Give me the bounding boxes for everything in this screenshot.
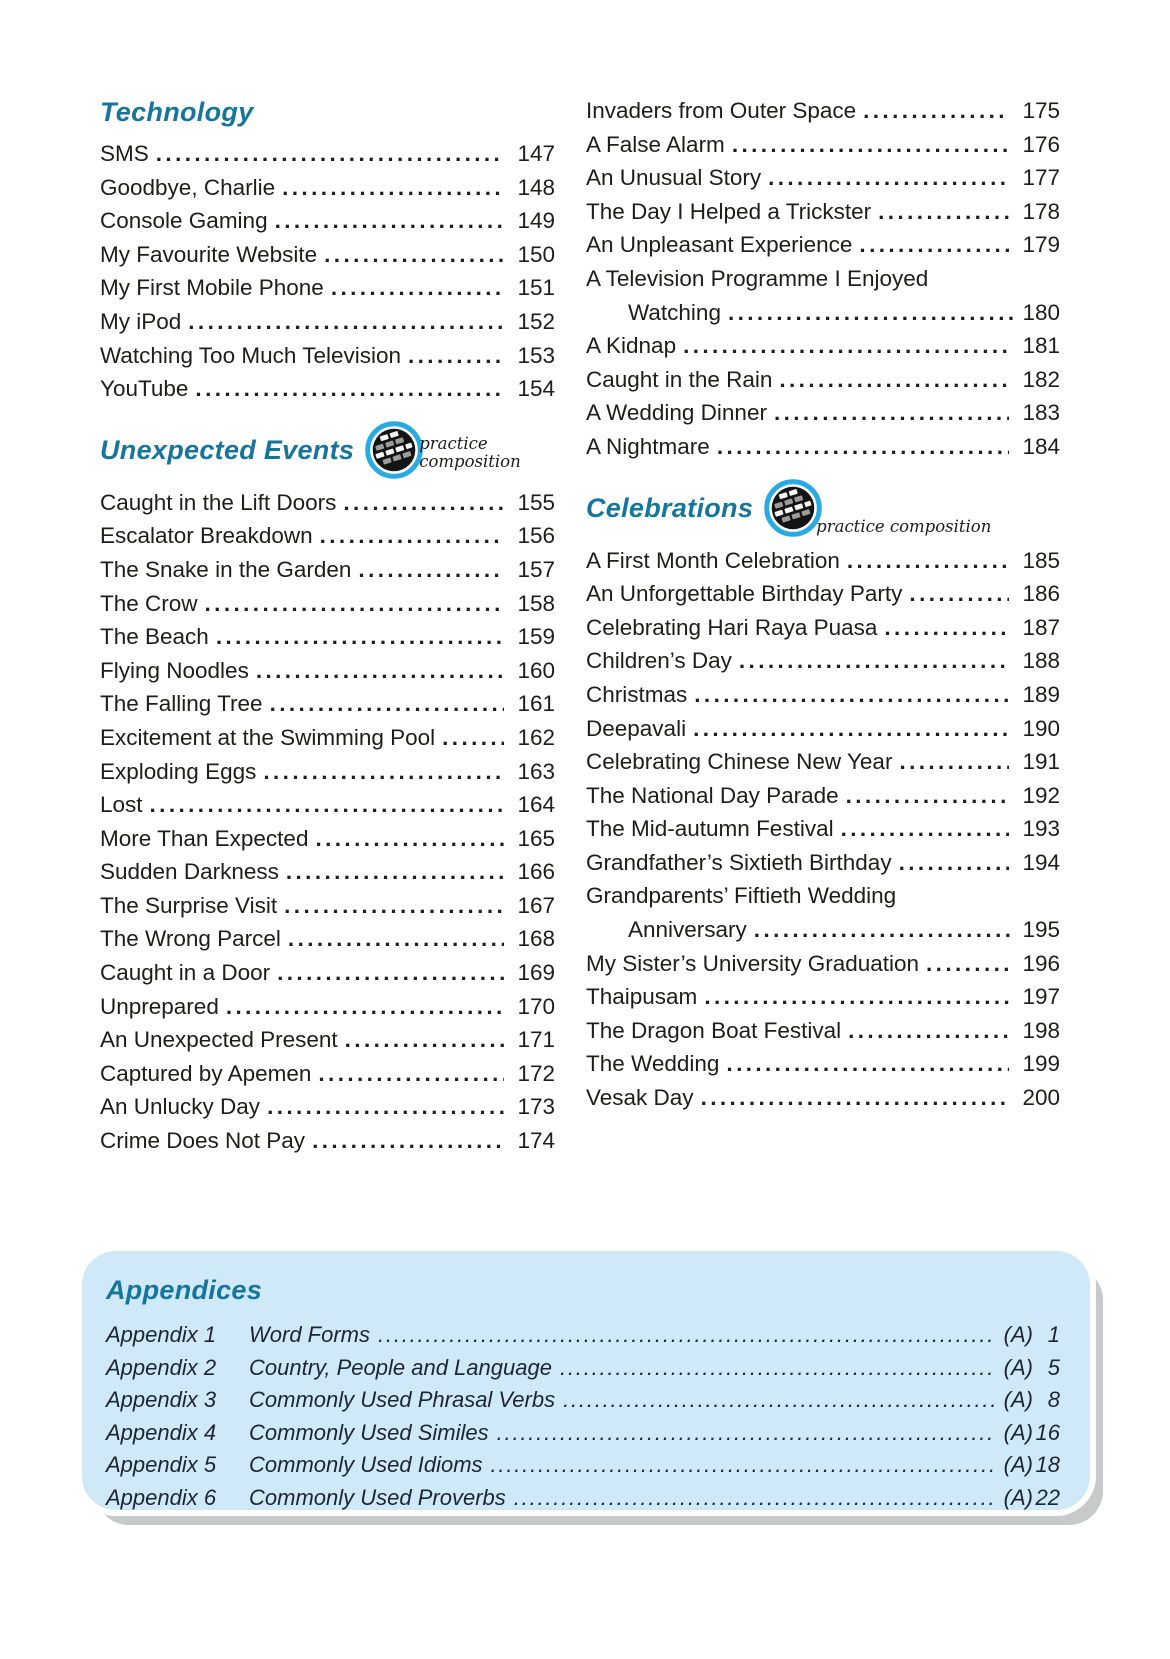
toc-entry [586,195,1060,229]
toc-entry-title: Grandparents’ Fiftieth Wedding [586,883,897,909]
toc-entry-page: 166 [517,859,555,885]
toc-entry [586,1047,1060,1081]
toc-entry [586,396,1060,430]
toc-entry-page: 164 [517,792,555,818]
toc-entry-title: A Wedding Dinner [586,400,767,426]
leader-dots [318,1057,504,1091]
leader-dots [188,305,504,339]
toc-entry-page: 147 [517,141,555,166]
toc-entry [100,889,555,923]
appendix-row [106,1417,1060,1450]
toc-entry-page: 188 [1022,648,1060,674]
toc-entry-title: Unprepared [100,993,219,1019]
appendix-page-marker: (A) [1003,1322,1033,1347]
toc-entry-page: 153 [517,342,555,368]
toc-entry-page: 158 [517,590,555,616]
toc-entry-page: 151 [517,275,555,301]
practice-composition-icon [764,479,822,537]
toc-entry-title: My Sister’s University Graduation [586,950,920,976]
leader-dots [841,812,1009,846]
toc-entry-title-line2: Watching [628,299,721,325]
appendix-label: Appendix 4 [106,1419,217,1445]
toc-entry-page: 167 [517,892,555,918]
toc-entry-page: 148 [517,174,555,200]
toc-entry-title: A Television Programme I Enjoyed [586,265,929,291]
toc-entry [100,990,555,1024]
toc-entry-title: The Day I Helped a Trickster [586,198,872,224]
appendix-row [106,1352,1060,1385]
leader-dots [156,137,504,171]
leader-dots [277,956,504,990]
leader-dots [884,611,1009,645]
toc-entry-title: Christmas [586,681,688,707]
toc-entry-title: Flying Noodles [100,657,249,683]
toc-entry-page: 195 [1022,917,1060,943]
toc-entry-page: 185 [1022,547,1060,573]
leader-dots [726,1047,1009,1081]
appendix-title: Commonly Used Idioms [249,1452,483,1477]
leader-dots [859,228,1009,262]
toc-entry [586,329,1060,363]
toc-entry [100,305,555,339]
toc-entry-title: The Falling Tree [100,691,263,717]
leader-dots [497,1417,996,1450]
leader-dots [150,788,504,822]
toc-entry-title: An Unusual Story [586,165,762,191]
appendix-title: Commonly Used Similes [249,1419,489,1445]
leader-dots [358,553,504,587]
toc-entry-title: Exploding Eggs [100,758,257,784]
toc-entry-page: 187 [1022,614,1060,640]
practice-composition-badge [365,421,521,479]
leader-dots [315,822,504,856]
toc-entry-title: My iPod [100,308,182,334]
leader-dots [312,1124,504,1158]
toc-entry [100,271,555,305]
toc-entry-page: 183 [1022,400,1060,426]
toc-entry [100,171,555,205]
leader-dots [899,846,1009,880]
appendices-list [106,1319,1060,1514]
appendix-label: Appendix 1 [106,1322,217,1347]
toc-entry-page: 196 [1022,950,1060,976]
appendix-page-marker: (A) [1003,1387,1033,1412]
toc-entry-title-line2: Anniversary [628,917,747,943]
toc-entry [586,644,1060,678]
appendix-page [1004,1482,1060,1515]
toc-entry-page: 174 [517,1128,555,1154]
leader-dots [704,980,1009,1014]
toc-entry-page: 165 [517,825,555,851]
toc-entry [100,822,555,856]
toc-entry [100,721,555,755]
leader-dots [282,171,504,205]
toc-entry [100,956,555,990]
toc-entry-page: 156 [517,523,555,549]
toc-entry [586,980,1060,1014]
leader-dots [863,94,1009,128]
leader-dots [275,204,504,238]
appendix-page-marker: (A) [1003,1354,1033,1380]
toc-column-right [586,94,1060,1158]
toc-entry-title: YouTube [100,376,189,402]
toc-entry-title: The Surprise Visit [100,892,278,918]
leader-dots [263,755,504,789]
appendix-page-marker: (A) [1003,1452,1033,1477]
toc-entry [100,553,555,587]
toc-entry-title: Thaipusam [586,984,698,1010]
toc-entry [586,611,1060,645]
toc-entry-title: Escalator Breakdown [100,523,313,549]
toc-entry [100,620,555,654]
section-heading [586,479,1060,537]
toc-entry [100,137,555,171]
appendix-page [1004,1449,1060,1482]
appendix-label: Appendix 3 [106,1387,217,1412]
section-title: Celebrations [586,492,754,523]
toc-entry-page: 180 [1022,299,1060,325]
leader-dots [345,1023,504,1057]
appendix-title: Commonly Used Proverbs [249,1484,506,1510]
toc-entry-page: 176 [1022,131,1060,157]
toc-entry [586,678,1060,712]
toc-entry [100,587,555,621]
appendix-row [106,1384,1060,1417]
toc-entry-page: 181 [1022,333,1060,359]
appendix-page-marker: (A) [1003,1419,1033,1445]
toc-entry [586,879,1060,946]
toc-entry-page: 200 [1022,1085,1060,1111]
toc-entry-title: Children’s Day [586,648,732,674]
toc-entry-title: My First Mobile Phone [100,275,324,301]
section-title: Technology [100,97,254,127]
toc-entry-title: The Wedding [586,1051,720,1077]
toc-entry-title: The Dragon Boat Festival [586,1017,842,1043]
toc-entry-title: Excitement at the Swimming Pool [100,724,436,750]
toc-entry-page: 155 [517,489,555,515]
appendix-page-marker: (A) [1003,1484,1033,1510]
toc-entry-title: Watching Too Much Television [100,342,401,368]
leader-dots [408,339,504,373]
toc-entry [586,1081,1060,1115]
toc-entry-page: 170 [517,993,555,1019]
toc-entry-page: 199 [1022,1051,1060,1077]
toc-entry-page: 162 [517,724,555,750]
toc-entry-title: An Unpleasant Experience [586,232,853,258]
leader-dots [909,577,1009,611]
leader-dots [320,519,504,553]
toc-entry-page: 191 [1022,749,1060,775]
toc-entry-title: Invaders from Outer Space [586,98,857,123]
toc-entry [100,1124,555,1158]
leader-dots [683,329,1009,363]
toc-entry-page: 190 [1022,715,1060,741]
toc-entry [586,779,1060,813]
toc-entry-title: Caught in a Door [100,960,271,986]
appendix-page [1004,1352,1060,1385]
toc-entry [100,238,555,272]
toc-entry [100,654,555,688]
toc-entry-page: 163 [517,758,555,784]
toc-entry-title: The National Day Parade [586,782,839,808]
leader-dots [286,855,504,889]
leader-dots [284,889,504,923]
leader-dots [195,372,504,406]
appendix-page-number: 8 [1047,1387,1060,1412]
toc-entry-page: 149 [517,208,555,234]
leader-dots [226,990,504,1024]
leader-dots [267,1090,504,1124]
toc-entry [100,755,555,789]
appendix-row [106,1482,1060,1515]
leader-dots [563,1384,996,1417]
toc-columns [100,94,1060,1158]
leader-dots [774,396,1009,430]
toc-entry-page: 189 [1022,681,1060,707]
leader-dots [205,587,504,621]
leader-dots [560,1352,996,1385]
toc-entry [586,577,1060,611]
section-heading [100,421,555,479]
toc-entry [586,430,1060,464]
toc-entry [586,544,1060,578]
toc-entry-page: 192 [1022,782,1060,808]
practice-composition-badge [764,479,992,537]
toc-entry-page: 159 [517,624,555,650]
toc-entry [100,339,555,373]
toc-entry-page: 184 [1022,433,1060,459]
toc-entry [100,687,555,721]
toc-entry-page: 182 [1022,366,1060,392]
toc-entry [586,128,1060,162]
leader-dots [694,678,1009,712]
appendix-page-number: 22 [1035,1484,1060,1510]
toc-entry-title: The Wrong Parcel [100,926,281,952]
toc-entry [586,94,1060,128]
leader-dots [754,913,1014,947]
toc-entry [586,712,1060,746]
toc-entry [100,372,555,406]
toc-entry-page: 169 [517,960,555,986]
appendix-page [1004,1417,1060,1450]
appendices-title: Appendices [106,1275,263,1305]
toc-entry-page: 173 [517,1094,555,1120]
leader-dots [846,779,1009,813]
toc-entry-page: 171 [517,1027,555,1053]
toc-entry [586,262,1060,329]
toc-entry-title: An Unlucky Day [100,1094,261,1120]
appendix-page-number: 18 [1035,1452,1060,1477]
toc-entry-page: 175 [1022,98,1060,123]
leader-dots [331,271,504,305]
toc-entry-title: Vesak Day [586,1085,694,1111]
appendix-page [1004,1384,1060,1417]
toc-entry [100,855,555,889]
toc-entry [586,363,1060,397]
appendix-label: Appendix 5 [106,1452,217,1477]
toc-column-left [100,94,555,1158]
leader-dots [270,687,504,721]
toc-entry-title: Celebrating Hari Raya Puasa [586,614,878,640]
toc-entry [586,1014,1060,1048]
toc-entry-page: 179 [1022,232,1060,258]
appendix-row [106,1319,1060,1352]
leader-dots [848,1014,1009,1048]
toc-entry-page: 152 [517,308,555,334]
toc-entry [586,812,1060,846]
practice-composition-label: practice composition [816,516,992,536]
toc-entry-title: A First Month Celebration [586,547,840,573]
appendix-title: Commonly Used Phrasal Verbs [249,1387,556,1412]
toc-entry-page: 177 [1022,165,1060,191]
toc-entry-title: Caught in the Lift Doors [100,489,337,515]
toc-entry-title: A Kidnap [586,333,677,359]
toc-entry-title: Deepavali [586,715,687,741]
leader-dots [878,195,1009,229]
appendix-page-number: 16 [1035,1419,1060,1445]
toc-entry-title: Lost [100,792,143,818]
toc-entry-page: 157 [517,556,555,582]
toc-entry-title: The Snake in the Garden [100,556,352,582]
toc-entry-title: The Crow [100,590,198,616]
leader-dots [768,161,1009,195]
toc-entry-title: A Nightmare [586,433,710,459]
leader-dots [693,712,1009,746]
toc-entry [586,947,1060,981]
toc-entry-title: An Unexpected Present [100,1027,338,1053]
leader-dots [256,654,504,688]
toc-entry-title: The Beach [100,624,209,650]
toc-entry-title: Grandfather’s Sixtieth Birthday [586,849,892,875]
toc-entry-title: The Mid-autumn Festival [586,816,834,842]
toc-entry-page: 154 [517,376,555,402]
toc-entry [100,922,555,956]
toc-entry [100,519,555,553]
toc-entry [100,486,555,520]
appendices-box [76,1245,1096,1516]
toc-entry-page: 186 [1022,581,1060,607]
toc-entry [586,228,1060,262]
toc-entry-title: More Than Expected [100,825,309,851]
toc-entry [100,788,555,822]
leader-dots [514,1482,996,1515]
section-title: Unexpected Events [100,434,355,465]
appendix-page-number: 1 [1047,1322,1060,1347]
leader-dots [717,430,1009,464]
toc-entry-page: 197 [1022,984,1060,1010]
toc-entry-title: SMS [100,141,149,166]
toc-entry [586,745,1060,779]
toc-entry-title: Console Gaming [100,208,268,234]
toc-entry-title: Sudden Darkness [100,859,279,885]
leader-dots [378,1319,996,1352]
toc-entry-title: Goodbye, Charlie [100,174,276,200]
leader-dots [899,745,1009,779]
appendix-page [1004,1319,1060,1352]
toc-entry [100,204,555,238]
toc-entry-page: 161 [517,691,555,717]
toc-entry-page: 178 [1022,198,1060,224]
toc-entry [100,1057,555,1091]
practice-composition-icon [365,421,423,479]
appendix-title: Word Forms [249,1322,370,1347]
section-heading [100,94,555,130]
toc-entry-page: 193 [1022,816,1060,842]
toc-entry-title: An Unforgettable Birthday Party [586,581,903,607]
leader-dots [442,721,504,755]
toc-entry [586,161,1060,195]
leader-dots [324,238,504,272]
toc-entry-page: 160 [517,657,555,683]
toc-entry-title: Captured by Apemen [100,1060,312,1086]
toc-entry [100,1023,555,1057]
toc-entry-page: 150 [517,241,555,267]
appendix-label: Appendix 6 [106,1484,217,1510]
appendix-label: Appendix 2 [106,1354,217,1380]
toc-entry-page: 168 [517,926,555,952]
leader-dots [288,922,504,956]
toc-entry-title: My Favourite Website [100,241,318,267]
toc-entry-page: 198 [1022,1017,1060,1043]
practice-composition-label: practice composition [419,433,521,471]
leader-dots [779,363,1009,397]
leader-dots [701,1081,1009,1115]
appendix-row [106,1449,1060,1482]
appendix-page-number: 5 [1047,1354,1060,1380]
toc-entry-page: 172 [517,1060,555,1086]
leader-dots [343,486,504,520]
leader-dots [491,1449,996,1482]
leader-dots [847,544,1009,578]
leader-dots [739,644,1009,678]
appendices-panel [82,1251,1090,1510]
toc-entry [100,1090,555,1124]
leader-dots [216,620,504,654]
leader-dots [732,128,1009,162]
toc-entry-title: Crime Does Not Pay [100,1128,306,1154]
toc-entry-title: Caught in the Rain [586,366,773,392]
leader-dots [926,947,1009,981]
toc-entry-title: Celebrating Chinese New Year [586,749,893,775]
appendix-title: Country, People and Language [249,1354,552,1380]
toc-entry [586,846,1060,880]
toc-entry-title: A False Alarm [586,131,725,157]
toc-entry-page: 194 [1022,849,1060,875]
leader-dots [728,296,1014,330]
